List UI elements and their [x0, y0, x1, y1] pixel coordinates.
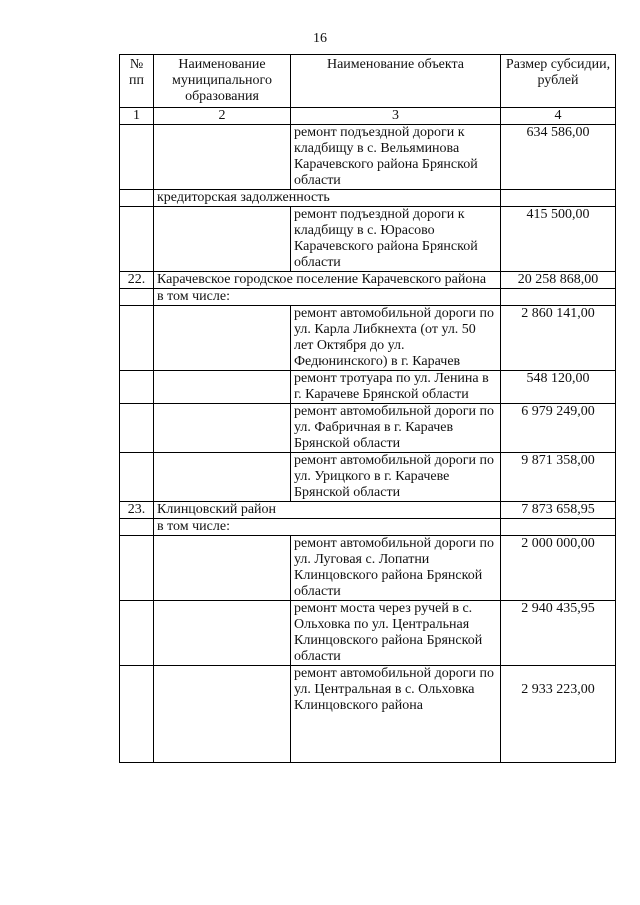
municipality-name: Карачевское городское поселение Карачевского района — [154, 272, 501, 289]
object-cell: ремонт моста через ручей в с. Ольховка по ул. Центральная Клинцовского района Брянской области — [291, 601, 501, 666]
amount-cell — [501, 666, 616, 763]
table-row — [120, 453, 616, 502]
header-municipality: Наименование муниципального образования — [154, 55, 291, 108]
amount-cell: 2 000 000,00 — [501, 536, 616, 601]
amount-cell: 9 871 358,00 — [501, 453, 616, 502]
row-number: 22. — [120, 272, 154, 289]
including-row — [120, 519, 616, 536]
empty-cell — [501, 190, 616, 207]
empty-cell — [120, 536, 154, 601]
amount-cell: 2 860 141,00 — [501, 306, 616, 371]
table-row — [120, 207, 616, 272]
including-row — [120, 289, 616, 306]
empty-cell — [120, 666, 154, 763]
table-row — [120, 404, 616, 453]
empty-cell — [154, 207, 291, 272]
table-row — [120, 190, 616, 207]
table-row — [120, 536, 616, 601]
table-index-row — [120, 108, 616, 125]
object-cell: ремонт подъездной дороги к кладбищу в с. Вельяминова Карачевского района Брянской области — [291, 125, 501, 190]
object-cell: ремонт автомобильной дороги по ул. Фабричная в г. Карачев Брянской области — [291, 404, 501, 453]
empty-cell — [154, 371, 291, 404]
empty-cell — [120, 190, 154, 207]
row-number: 23. — [120, 502, 154, 519]
empty-cell — [501, 519, 616, 536]
empty-cell — [120, 453, 154, 502]
table-row — [120, 666, 616, 763]
header-number-label: № пп — [129, 57, 144, 88]
empty-cell — [154, 306, 291, 371]
empty-cell — [120, 207, 154, 272]
creditor-debt-label: кредиторская задолженность — [154, 190, 501, 207]
empty-cell — [154, 536, 291, 601]
amount-cell: 415 500,00 — [501, 207, 616, 272]
table-row — [120, 125, 616, 190]
empty-cell — [154, 404, 291, 453]
subsidy-table — [119, 54, 616, 763]
empty-cell — [154, 453, 291, 502]
header-object: Наименование объекта — [291, 55, 501, 108]
empty-cell — [120, 601, 154, 666]
amount-cell: 6 979 249,00 — [501, 404, 616, 453]
header-number — [120, 55, 154, 108]
empty-cell — [501, 289, 616, 306]
amount-cell: 2 940 435,95 — [501, 601, 616, 666]
municipality-row — [120, 272, 616, 289]
empty-cell — [154, 601, 291, 666]
empty-cell — [154, 666, 291, 763]
municipality-row — [120, 502, 616, 519]
empty-cell — [120, 404, 154, 453]
object-cell: ремонт тротуара по ул. Ленина в г. Карачеве Брянской области — [291, 371, 501, 404]
amount-text: 2 933 223,00 — [521, 682, 595, 697]
object-cell: ремонт автомобильной дороги по ул. Урицкого в г. Карачеве Брянской области — [291, 453, 501, 502]
table-header-row — [120, 55, 616, 108]
index-cell: 1 — [120, 108, 154, 125]
index-cell: 4 — [501, 108, 616, 125]
object-cell — [291, 666, 501, 763]
including-label: в том числе: — [154, 289, 501, 306]
empty-cell — [154, 125, 291, 190]
municipality-total: 20 258 868,00 — [501, 272, 616, 289]
empty-cell — [120, 519, 154, 536]
page-number: 16 — [313, 31, 327, 46]
object-cell: ремонт подъездной дороги к кладбищу в с. Юрасово Карачевского района Брянской области — [291, 207, 501, 272]
object-text: ремонт автомобильной дороги по ул. Центральная в с. Ольховка Клинцовского района — [294, 666, 495, 713]
object-cell: ремонт автомобильной дороги по ул. Карла Либкнехта (от ул. 50 лет Октября до ул. Федюнинского) в г. Карачев — [291, 306, 501, 371]
table-row — [120, 371, 616, 404]
municipality-total: 7 873 658,95 — [501, 502, 616, 519]
header-subsidy: Размер субсидии, рублей — [501, 55, 616, 108]
empty-cell — [120, 371, 154, 404]
table-row — [120, 306, 616, 371]
index-cell: 3 — [291, 108, 501, 125]
amount-cell: 634 586,00 — [501, 125, 616, 190]
municipality-name: Клинцовский район — [154, 502, 501, 519]
index-cell: 2 — [154, 108, 291, 125]
empty-cell — [120, 306, 154, 371]
empty-cell — [120, 289, 154, 306]
table-row — [120, 601, 616, 666]
empty-cell — [120, 125, 154, 190]
amount-cell: 548 120,00 — [501, 371, 616, 404]
including-label: в том числе: — [154, 519, 501, 536]
object-cell: ремонт автомобильной дороги по ул. Луговая с. Лопатни Клинцовского района Брянской области — [291, 536, 501, 601]
